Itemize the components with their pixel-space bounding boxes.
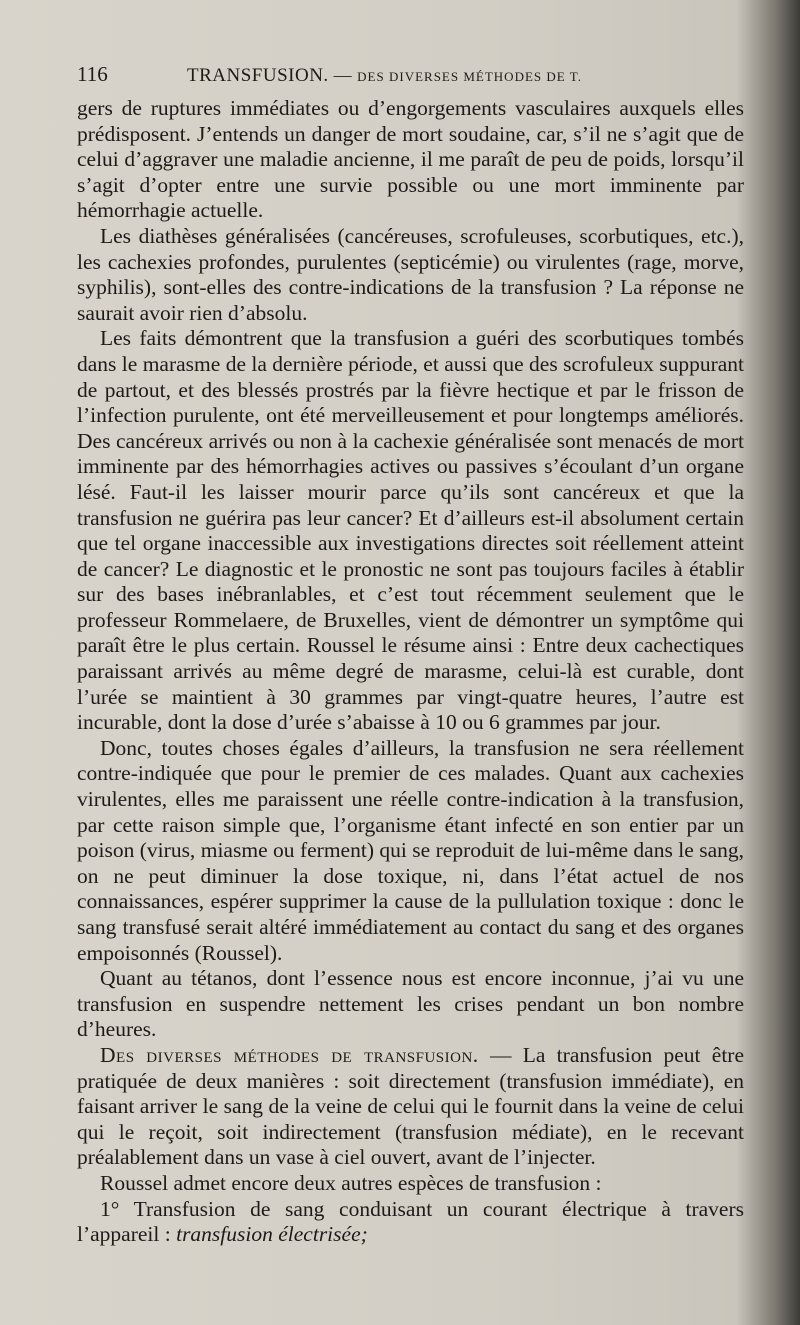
paragraph-8 [77,1197,744,1248]
paragraph-8-italic: transfusion électrisée; [176,1222,368,1247]
paragraph-8-text: 1° Transfusion de sang conduisant un courant électrique à travers l’appareil : [77,1196,744,1247]
page-header [77,62,744,88]
paragraph-6-text: La transfusion peut être pratiquée de deux manières : soit directement (transfusion immédiate), en faisant arriver le sang de la veine de celui qui le fournit dans la veine de celui qui le reçoit, soit indirectement (transfusion médiate), en le recevant préalablement dans un vase à ciel ouvert, avant de l’injecter. [77,1042,745,1170]
running-head-sub: DES DIVERSES MÉTHODES DE T. [357,69,582,84]
paragraph-6 [77,1043,744,1171]
paragraph-2: Les diathèses généralisées (cancéreuses, scrofuleuses, scorbutiques, etc.), les cachexies profondes, purulentes (septicémie) ou virulentes (rage, morve, syphilis), sont-elles des contre-indications de la transfusion ? La réponse ne saurait avoir rien d’absolu. [77,223,744,325]
page-body [77,96,744,1248]
paragraph-7: Roussel admet encore deux autres espèces de transfusion : [100,1170,602,1195]
section-heading: Des diverses méthodes de transfusion. [100,1042,479,1067]
paragraph-1: gers de ruptures immédiates ou d’engorgements vasculaires auxquels elles prédisposent. J’entends un danger de mort soudaine, car, s’il ne s’agit que de celui d’aggraver une maladie ancienne, il me paraît de peu de poids, lorsqu’il s’agit d’opter entre une survie possible ou une mort imminente par hémorrhagie actuelle. [77,96,744,223]
section-heading-separator: — [478,1042,523,1067]
paragraph-3: Les faits démontrent que la transfusion a guéri des scorbutiques tombés dans le marasme de la dernière période, et aussi que des scrofuleux suppurant de partout, et des blessés prostrés par la fièvre hectique et par le frisson de l’infection purulente, ont été merveilleusement et pour longtemps améliorés. Des cancéreux arrivés ou non à la cachexie généralisée sont menacés de mort imminente par des hémorrhagies actives ou passives s’écoulant d’un organe lésé. Faut-il les laisser mourir parce qu’ils sont cancéreux et que la transfusion ne guérira pas leur cancer? Et d’ailleurs est-il absolument certain que tel organe inaccessible aux investigations directes soit réellement atteint de cancer? Le diagnostic et le pronostic ne sont pas toujours faciles à établir sur des bases inébranlables, et c’est tout récemment seulement que le professeur Rommelaere, de Bruxelles, vient de démontrer un symptôme qui paraît être le plus certain. Roussel le résume ainsi : Entre deux cachectiques paraissant arrivés au même degré de marasme, celui-là est curable, dont l’urée se maintient à 30 grammes par vingt-quatre heures, l’autre est incurable, dont la dose d’urée s’abaisse à 10 ou 6 grammes par jour. [77,326,744,735]
page-number: 116 [77,62,108,86]
running-head-main: TRANSFUSION. [187,65,329,86]
paragraph-5: Quant au tétanos, dont l’essence nous est encore inconnue, j’ai vu une transfusion en suspendre nettement les crises pendant un bon nombre d’heures. [77,966,744,1042]
running-head [187,65,582,87]
running-head-separator: — [328,65,358,85]
paragraph-4: Donc, toutes choses égales d’ailleurs, la transfusion ne sera réellement contre-indiquée que pour le premier de ces malades. Quant aux cachexies virulentes, elles me paraissent une réelle contre-indication à la transfusion, par cette raison simple que, l’organisme étant infecté en son entier par un poison (virus, miasme ou ferment) qui se reproduit de lui-même dans le sang, on ne peut diminuer la dose toxique, ni, dans l’état actuel de nos connaissances, espérer supprimer la cause de la pullulation toxique : donc le sang transfusé serait altéré immédiatement au contact du sang et des organes empoisonnés (Roussel). [77,735,744,965]
